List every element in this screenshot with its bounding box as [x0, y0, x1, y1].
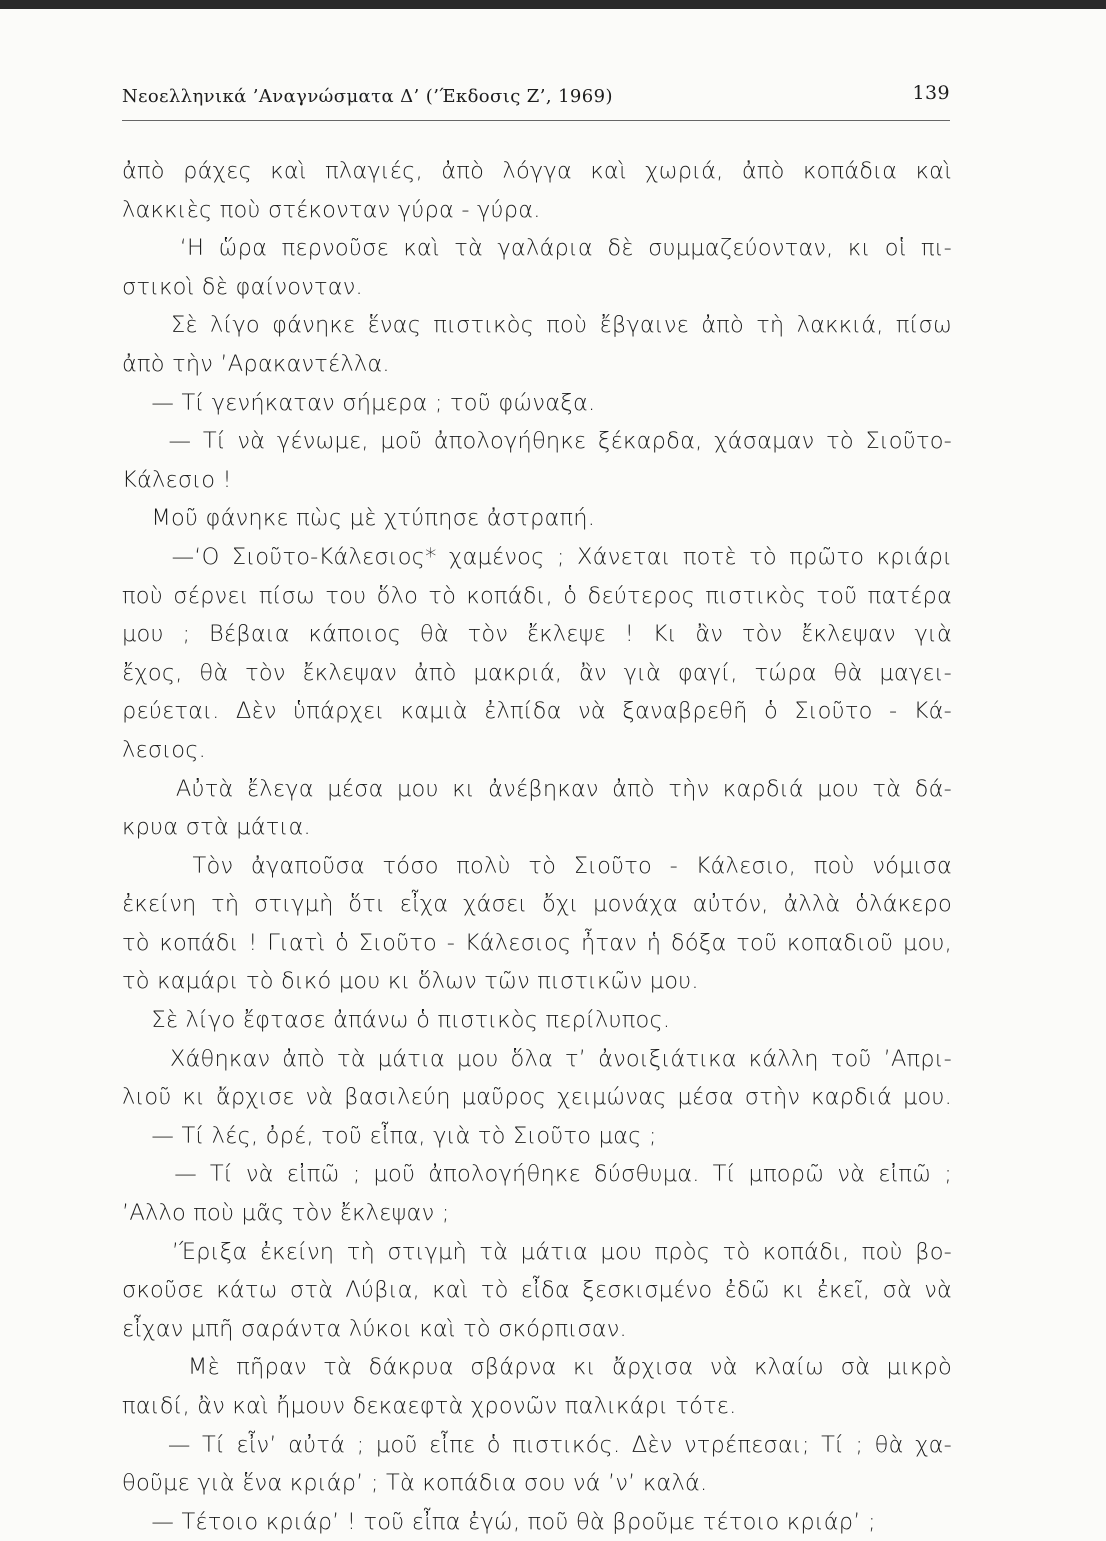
text-line: — Τέτοιο κριάρ’ ! τοῦ εἶπα ἐγώ, ποῦ θὰ βροῦμε τέτοιο κριάρ’ ; [122, 1508, 876, 1535]
text-line: ρεύεται. Δὲν ὑπάρχει καμιὰ ἐλπίδα νὰ ξαναβρεθῆ ὁ Σιοῦτο - Κά- [122, 698, 952, 725]
text-line: ‘Η ὥρα περνοῦσε καὶ τὰ γαλάρια δὲ συμμαζεύονταν, κι οἱ πι- [122, 235, 952, 262]
text-line: Τὸν ἀγαποῦσα τόσο πολὺ τὸ Σιοῦτο - Κάλεσιο, ποὺ νόμισα [122, 852, 952, 879]
text-line: ἀπὸ τὴν ’Αρακαντέλλα. [122, 350, 390, 377]
text-line: ἔχος, θὰ τὸν ἔκλεψαν ἀπὸ μακριά, ἂν γιὰ φαγί, τώρα θὰ μαγει- [122, 659, 952, 686]
text-line: παιδί, ἂν καὶ ἤμουν δεκαεφτὰ χρονῶν παλικάρι τότε. [122, 1393, 737, 1419]
text-line: — Τί γενήκαταν σήμερα ; τοῦ φώναξα. [122, 389, 596, 416]
text-line: λεσιος. [122, 736, 206, 763]
running-head-title: Νεοελληνικά ’Αναγνώσματα Δ’ (’Έκδοσις Ζ’, 1969) [122, 86, 613, 107]
text-line: — Τί εἶν’ αὐτά ; μοῦ εἶπε ὁ πιστικός. Δὲν ντρέπεσαι; Τί ; θὰ χα- [122, 1431, 952, 1458]
text-line: Σὲ λίγο ἔφτασε ἀπάνω ὁ πιστικὸς περίλυπος. [122, 1007, 671, 1034]
text-line: σκοῦσε κάτω στὰ Λύβια, καὶ τὸ εἶδα ξεσκισμένο ἐδῶ κι ἐκεῖ, σὰ νὰ [122, 1277, 952, 1304]
text-line: Σὲ λίγο φάνηκε ἕνας πιστικὸς ποὺ ἔβγαινε ἀπὸ τὴ λακκιά, πίσω [122, 312, 952, 339]
text-line: — Τί νὰ γένωμε, μοῦ ἀπολογήθηκε ξέκαρδα, χάσαμαν τὸ Σιοῦτο- [122, 428, 952, 455]
text-line: Μοῦ φάνηκε πὼς μὲ χτύπησε ἀστραπή. [122, 505, 596, 532]
text-line: εἶχαν μπῆ σαράντα λύκοι καὶ τὸ σκόρπισαν. [122, 1315, 627, 1342]
text-line: τὸ καμάρι τὸ δικό μου κι ὅλων τῶν πιστικῶν μου. [122, 968, 699, 995]
text-line: Κάλεσιο ! [122, 466, 232, 493]
running-head [122, 82, 950, 116]
text-line: θοῦμε γιὰ ἕνα κριάρ’ ; Τὰ κοπάδια σου νά ’ν’ καλά. [122, 1470, 708, 1497]
text-line: ’Έριξα ἐκείνη τὴ στιγμὴ τὰ μάτια μου πρὸς τὸ κοπάδι, ποὺ βο- [122, 1238, 952, 1265]
text-line: λακκιὲς ποὺ στέκονταν γύρα - γύρα. [122, 196, 541, 223]
text-line: κρυα στὰ μάτια. [122, 814, 311, 841]
text-line: —‘Ο Σιοῦτο-Κάλεσιος* χαμένος ; Χάνεται ποτὲ τὸ πρῶτο κριάρι [122, 543, 952, 570]
text-line: ἀπὸ ράχες καὶ πλαγιές, ἀπὸ λόγγα καὶ χωριά, ἀπὸ κοπάδια καὶ [122, 158, 952, 184]
text-line: ’Αλλο ποὺ μᾶς τὸν ἔκλεψαν ; [122, 1200, 450, 1227]
text-line: Χάθηκαν ἀπὸ τὰ μάτια μου ὅλα τ’ ἀνοιξιάτικα κάλλη τοῦ ’Απρι- [122, 1045, 952, 1072]
text-line: στικοὶ δὲ φαίνονταν. [122, 273, 363, 300]
text-line: Αὐτὰ ἔλεγα μέσα μου κι ἀνέβηκαν ἀπὸ τὴν καρδιά μου τὰ δά- [122, 775, 952, 802]
text-line: — Τί λές, ὀρέ, τοῦ εἶπα, γιὰ τὸ Σιοῦτο μας ; [122, 1122, 657, 1149]
header-rule [122, 120, 950, 121]
text-line: τὸ κοπάδι ! Γιατὶ ὁ Σιοῦτο - Κάλεσιος ἦταν ἡ δόξα τοῦ κοπαδιοῦ μου, [122, 929, 952, 956]
text-line: Μὲ πῆραν τὰ δάκρυα σβάρνα κι ἄρχισα νὰ κλαίω σὰ μικρὸ [122, 1354, 952, 1381]
text-line: ἐκείνη τὴ στιγμὴ ὅτι εἶχα χάσει ὄχι μονάχα αὐτόν, ἀλλὰ ὁλάκερο [122, 891, 952, 918]
body-text [122, 152, 952, 1541]
text-line: μου ; Βέβαια κάποιος θὰ τὸν ἔκλεψε ! Κι ἂν τὸν ἔκλεψαν γιὰ [122, 621, 952, 648]
page-number: 139 [912, 82, 950, 104]
text-line: λιοῦ κι ἄρχισε νὰ βασιλεύη μαῦρος χειμώνας μέσα στὴν καρδιά μου. [122, 1084, 952, 1111]
text-line: — Τί νὰ εἰπῶ ; μοῦ ἀπολογήθηκε δύσθυμα. Τί μπορῶ νὰ εἰπῶ ; [122, 1161, 952, 1188]
text-line: ποὺ σέρνει πίσω του ὅλο τὸ κοπάδι, ὁ δεύτερος πιστικὸς τοῦ πατέρα [122, 582, 952, 609]
